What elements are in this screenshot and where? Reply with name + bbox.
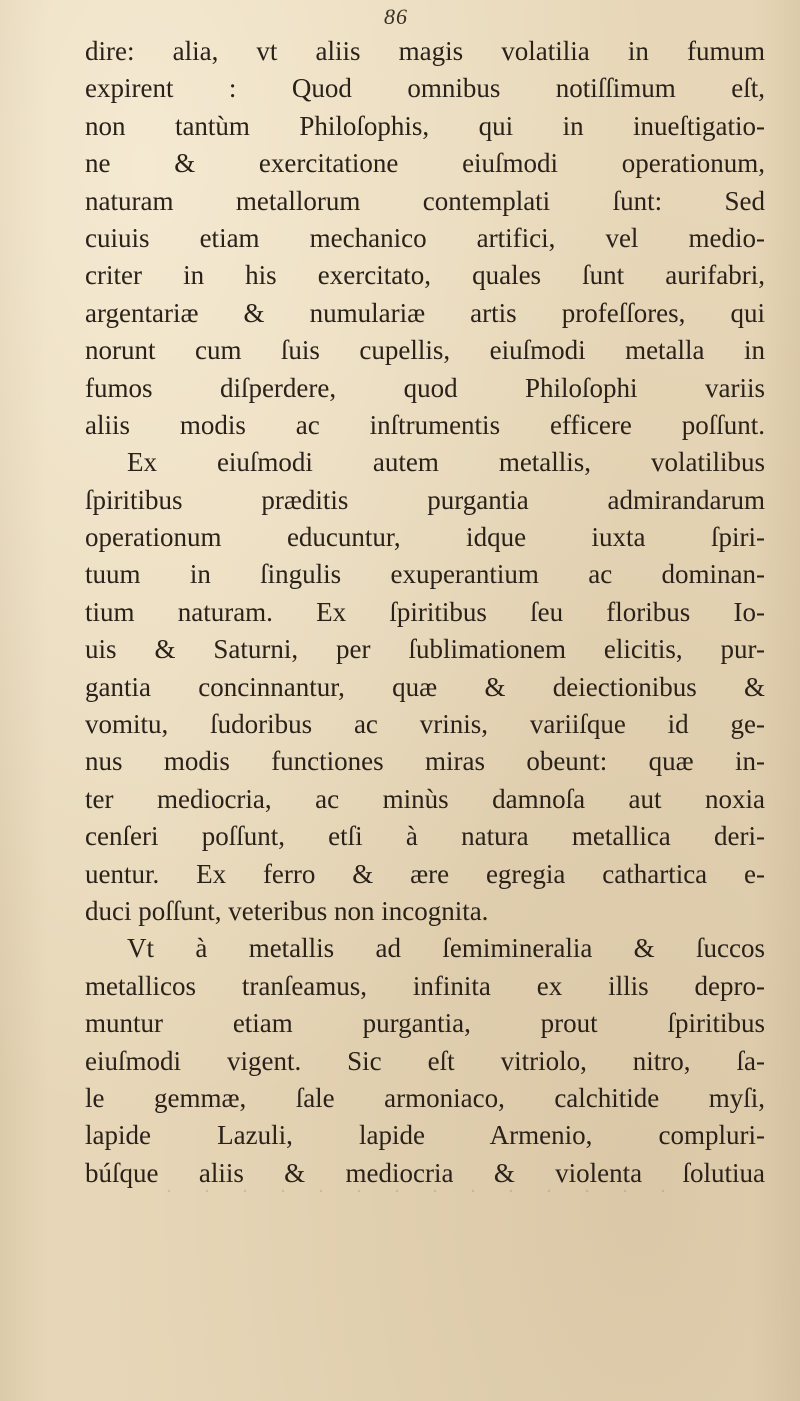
text-line: naturam metallorum contemplati ſunt: Sed bbox=[85, 185, 765, 216]
text-line: non tantùm Philoſophis, qui in inueſtigatio- bbox=[85, 110, 765, 141]
page-number: 86 bbox=[384, 4, 408, 29]
print-specks bbox=[150, 1188, 670, 1194]
text-line: cuiuis etiam mechanico artifici, vel medio- bbox=[85, 222, 765, 253]
text-line: aliis modis ac inſtrumentis efficere poſſunt. bbox=[85, 409, 765, 440]
text-line: cenſeri poſſunt, etſi à natura metallica deri- bbox=[85, 821, 765, 852]
paragraph-end-line: duci poſſunt, veteribus non incognita. bbox=[85, 895, 489, 926]
text-line: tuum in ſingulis exuperantium ac dominan- bbox=[85, 559, 765, 590]
text-line: expirent : Quod omnibus notiſſimum eſt, bbox=[85, 73, 765, 104]
text-line: muntur etiam purgantia, prout ſpiritibus bbox=[85, 1008, 765, 1039]
text-line: ne & exercitatione eiuſmodi operationum, bbox=[85, 148, 765, 179]
text-line: le gemmæ, ſale armoniaco, calchitide myſi, bbox=[85, 1082, 765, 1113]
text-line: gantia concinnantur, quæ & deiectionibus & bbox=[85, 671, 765, 702]
text-line: uentur. Ex ferro & ære egregia cathartica e- bbox=[85, 858, 765, 889]
text-line: argentariæ & numulariæ artis profeſſores, qui bbox=[85, 297, 765, 328]
text-line: búſque aliis & mediocria & violenta ſolutiua bbox=[85, 1157, 765, 1188]
text-line: eiuſmodi vigent. Sic eſt vitriolo, nitro, ſa- bbox=[85, 1045, 765, 1076]
text-line: tium naturam. Ex ſpiritibus ſeu floribus Io- bbox=[85, 596, 765, 627]
text-line: ſpiritibus præditis purgantia admirandarum bbox=[85, 484, 765, 515]
paragraph-start-line: Ex eiuſmodi autem metallis, volatilibus bbox=[127, 447, 765, 478]
text-line: operationum educuntur, idque iuxta ſpiri- bbox=[85, 522, 765, 553]
text-line: metallicos tranſeamus, infinita ex illis depro- bbox=[85, 970, 765, 1001]
paragraph-start-line: Vt à metallis ad ſemimineralia & ſuccos bbox=[127, 933, 765, 964]
text-line: uis & Saturni, per ſublimationem elicitis, pur- bbox=[85, 634, 765, 665]
text-line: nus modis functiones miras obeunt: quæ in- bbox=[85, 746, 765, 777]
text-line: ter mediocria, ac minùs damnoſa aut noxia bbox=[85, 783, 765, 814]
text-line: dire: alia, vt aliis magis volatilia in fumum bbox=[85, 36, 765, 66]
text-line: vomitu, ſudoribus ac vrinis, variiſque id ge- bbox=[85, 709, 765, 740]
text-line: norunt cum ſuis cupellis, eiuſmodi metalla in bbox=[85, 335, 765, 366]
text-line: criter in his exercitato, quales ſunt aurifabri, bbox=[85, 260, 765, 291]
body-text bbox=[85, 33, 765, 1192]
text-line: lapide Lazuli, lapide Armenio, compluri- bbox=[85, 1120, 765, 1151]
text-line: fumos diſperdere, quod Philoſophi variis bbox=[85, 372, 765, 403]
